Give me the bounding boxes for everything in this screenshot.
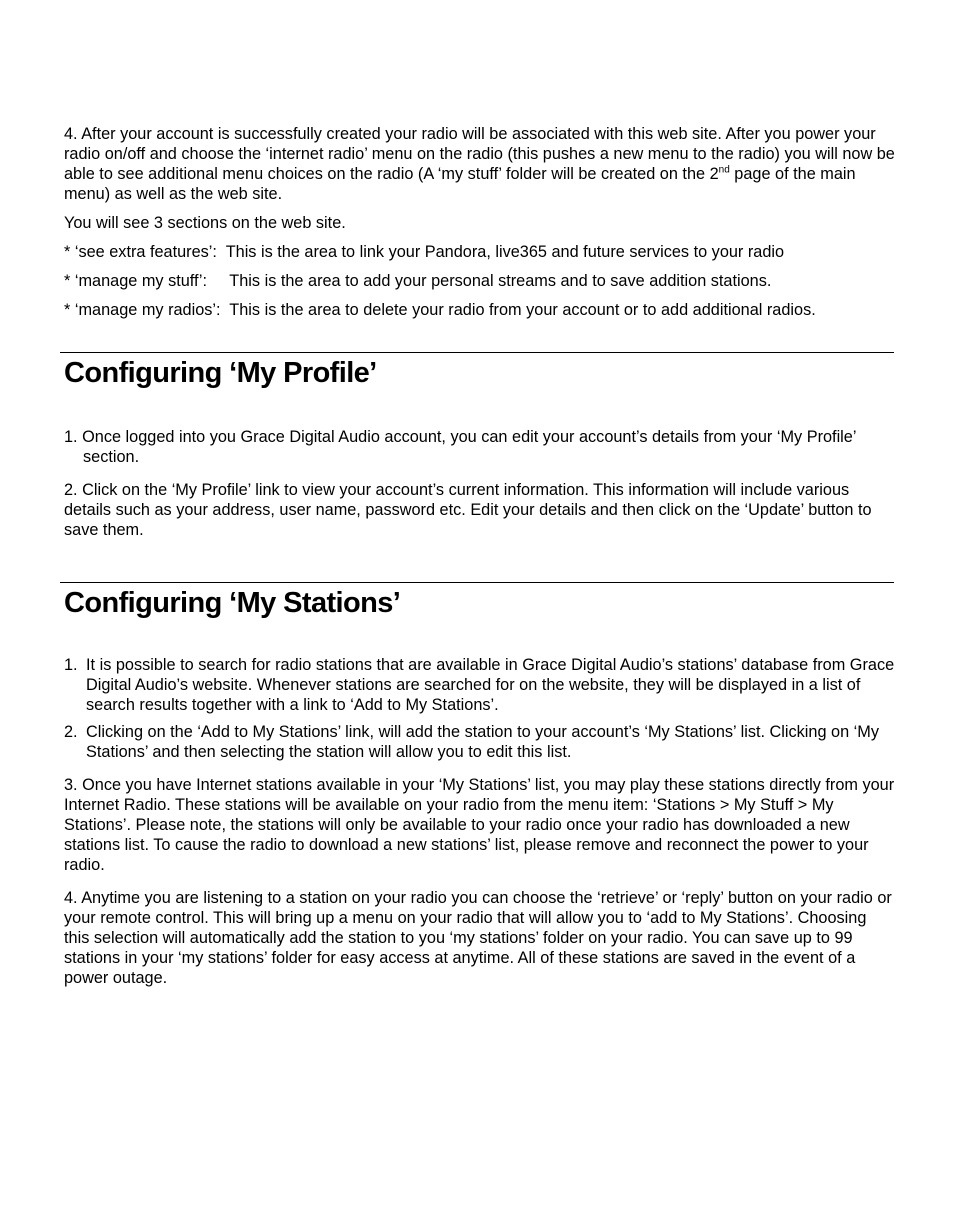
intro-step-4-text-end: page of the main menu) as well as the web site. [64, 165, 856, 203]
ordinal-superscript: nd [718, 164, 730, 176]
stations-step-3: 3. Once you have Internet stations available in your ‘My Stations’ list, you may play these stations directly from your Internet Radio. These stations will be available on your radio from the menu item: ‘Stations > My Stuff > My Stations’. Please note, the stations will only be available to your radio once your radio has downloaded a new stations list. To cause the radio to download a new stations’ list, please remove and reconnect the power to your radio. [64, 776, 895, 874]
list-number: 1. [64, 656, 78, 674]
list-text: Clicking on the ‘Add to My Stations’ link, will add the station to your account’s ‘My Stations’ list. Clicking on ‘My Stations’ and then selecting the station will allow you to edit this list. [86, 723, 880, 761]
sections-intro: You will see 3 sections on the web site. [64, 214, 346, 232]
bullet-manage-my-radios: * ‘manage my radios’: This is the area to delete your radio from your account or to add additional radios. [64, 301, 816, 319]
section-heading-my-stations: Configuring ‘My Stations’ [64, 587, 401, 619]
profile-step-2: 2. Click on the ‘My Profile’ link to view your account’s current information. This information will include various details such as your address, user name, password etc. Edit your details and then click on the ‘Update’ button to save them. [64, 481, 872, 539]
stations-step-2 [64, 722, 896, 762]
list-number: 2. [64, 723, 78, 741]
section-heading-my-profile: Configuring ‘My Profile’ [64, 357, 377, 389]
bullet-manage-my-stuff: * ‘manage my stuff’: This is the area to add your personal streams and to save addition stations. [64, 272, 772, 290]
intro-step-4 [64, 124, 896, 204]
list-text: It is possible to search for radio stations that are available in Grace Digital Audio’s stations’ database from Grace Digital Audio’s website. Whenever stations are searched for on the website, they will be displayed in a list of search results together with a link to ‘Add to My Stations’. [86, 656, 895, 714]
document-page [64, 124, 896, 988]
profile-step-1: 1. Once logged into you Grace Digital Audio account, you can edit your account’s details from your ‘My Profile’ section. [64, 428, 856, 466]
stations-step-4: 4. Anytime you are listening to a station on your radio you can choose the ‘retrieve’ or ‘reply’ button on your radio or your remote control. This will bring up a menu on your radio that will allow you to ‘add to My Stations’. Choosing this selection will automatically add the station to you ‘my stations’ folder on your radio. You can save up to 99 stations in your ‘my stations’ folder for easy access at anytime. All of these stations are saved in the event of a power outage. [64, 889, 892, 987]
stations-step-1 [64, 655, 896, 715]
bullet-extra-features: * ‘see extra features’: This is the area to link your Pandora, live365 and future services to your radio [64, 243, 785, 261]
intro-step-4-text: 4. After your account is successfully created your radio will be associated with this web site. After you power your radio on/off and choose the ‘internet radio’ menu on the radio (this pushes a new menu to the radio) you will now be able to see additional menu choices on the radio (A ‘my stuff’ folder will be created on the 2 [64, 125, 895, 183]
